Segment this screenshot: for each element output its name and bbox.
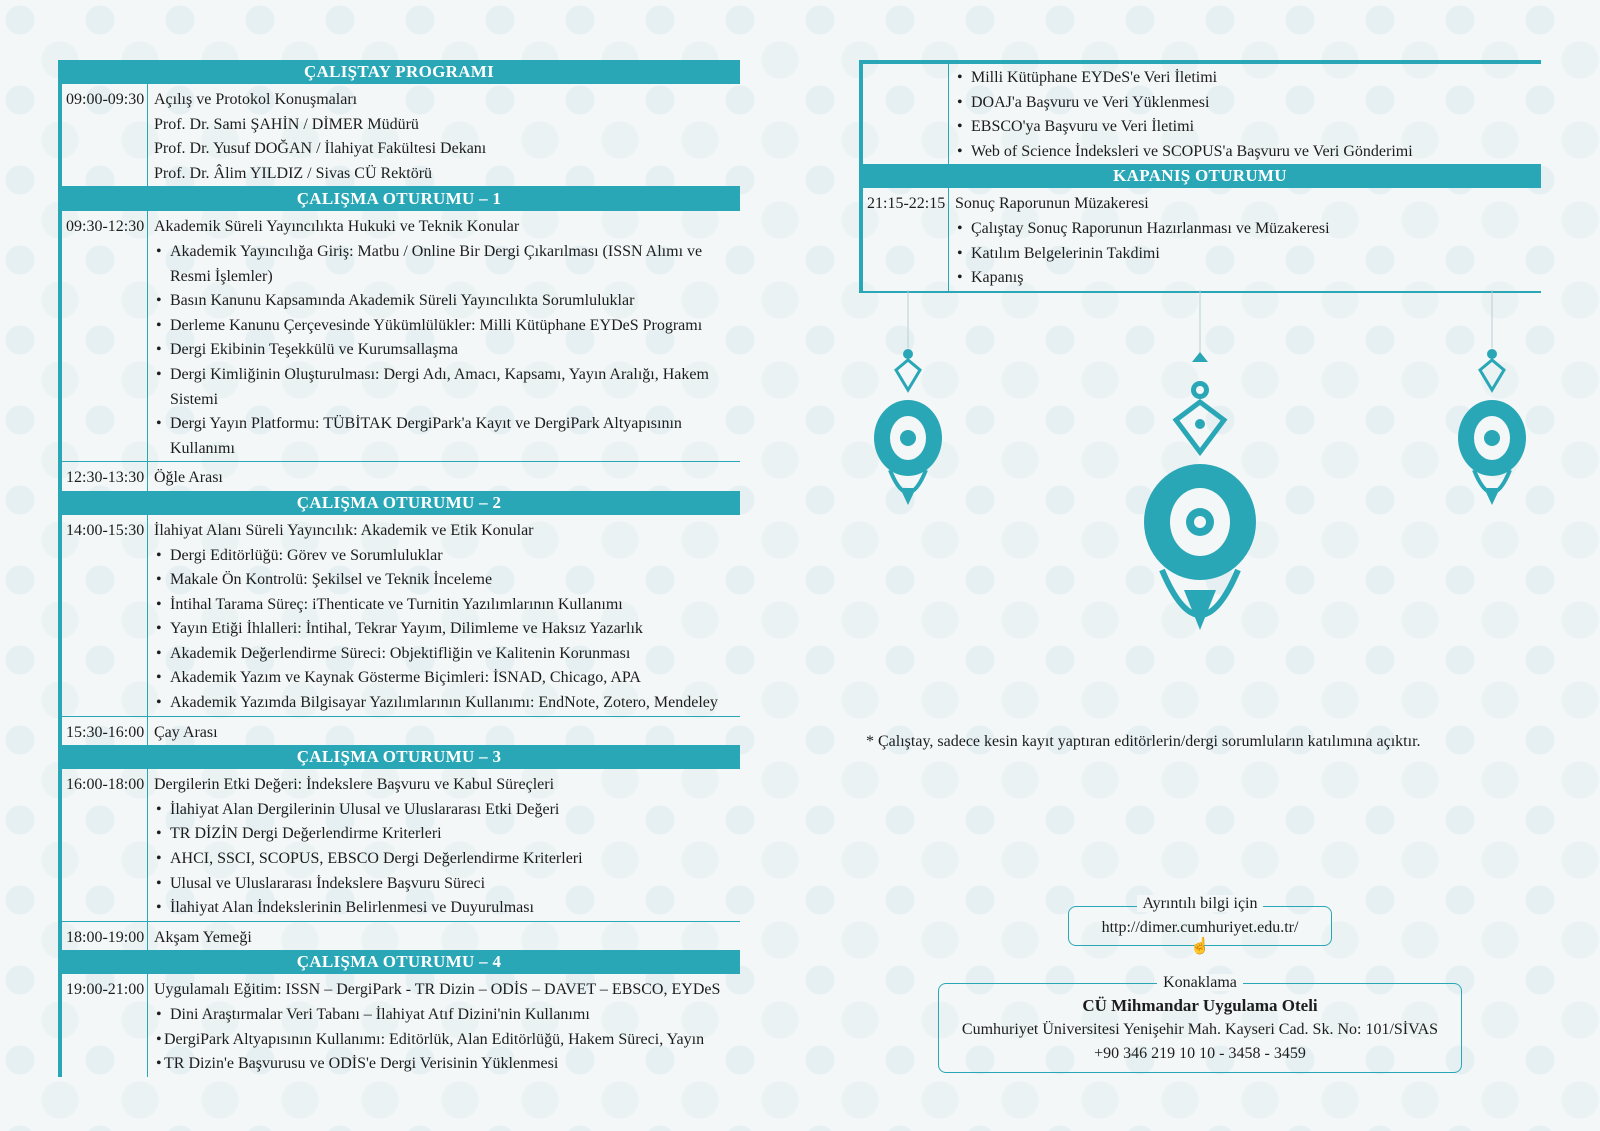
session2-header: ÇALIŞMA OTURUMU – 2 bbox=[58, 491, 740, 515]
hanging-lantern-ornament bbox=[868, 290, 948, 520]
list-item: • EBSCO'ya Başvuru ve Veri İletimi bbox=[955, 115, 1535, 140]
info-legend bbox=[1069, 895, 1331, 913]
dinner-row bbox=[58, 922, 740, 951]
session3-time: 16:00-18:00 bbox=[62, 769, 148, 921]
session3-row bbox=[58, 769, 740, 922]
opening-line: Açılış ve Protokol Konuşmaları bbox=[154, 91, 358, 108]
opening-line: Prof. Dr. Yusuf DOĞAN / İlahiyat Fakültesi Dekanı bbox=[154, 140, 487, 158]
tea-time: 15:30-16:00 bbox=[62, 717, 148, 746]
continued-row bbox=[859, 64, 1541, 164]
list-item: • İlahiyat Alan Dergilerinin Ulusal ve Uluslararası Etki Değeri bbox=[154, 798, 734, 823]
closing-row bbox=[859, 188, 1541, 292]
session1-time: 09:30-12:30 bbox=[62, 211, 148, 461]
session2-title: İlahiyat Alanı Süreli Yayıncılık: Akademik ve Etik Konular bbox=[154, 521, 534, 539]
closing-content bbox=[949, 188, 1541, 290]
list-item: • Akademik Yazım ve Kaynak Gösterme Biçimleri: İSNAD, Chicago, APA bbox=[154, 666, 734, 691]
session2-time: 14:00-15:30 bbox=[62, 515, 148, 716]
program-title: ÇALIŞTAY PROGRAMI bbox=[58, 60, 740, 84]
session1-row bbox=[58, 211, 740, 462]
list-item: • Akademik Yazımda Bilgisayar Yazılımlarının Kullanımı: EndNote, Zotero, Mendeley bbox=[154, 691, 734, 716]
session3-content bbox=[148, 769, 740, 921]
program-left-panel bbox=[58, 60, 740, 1077]
list-item: • Katılım Belgelerinin Takdimi bbox=[955, 242, 1535, 267]
lunch-label: Öğle Arası bbox=[154, 469, 223, 487]
closing-header: KAPANIŞ OTURUMU bbox=[859, 164, 1541, 188]
stay-legend bbox=[939, 971, 1461, 995]
list-item: • DergiPark Altyapısının Kullanımı: Editörlük, Alan Editörlüğü, Hakem Süreci, Yayın bbox=[154, 1028, 734, 1053]
list-item: • Çalıştay Sonuç Raporunun Hazırlanması ve Müzakeresi bbox=[955, 217, 1535, 242]
list-item: • Dergi Ekibinin Teşekkülü ve Kurumsallaşma bbox=[154, 338, 734, 363]
info-legend-text: Ayrıntılı bilgi için bbox=[1137, 895, 1264, 912]
list-item: • Akademik Değerlendirme Süreci: Objektifliğin ve Kalitenin Korunması bbox=[154, 642, 734, 667]
list-item: • Dergi Kimliğinin Oluşturulması: Dergi Adı, Amacı, Kapsamı, Yayın Aralığı, Hakem Sistemi bbox=[154, 363, 734, 412]
accommodation-box bbox=[938, 974, 1462, 1073]
program-right-panel bbox=[859, 60, 1541, 293]
session4-title: Uygulamalı Eğitim: ISSN – DergiPark - TR Dizin – ODİS – DAVET – EBSCO, EYDeS bbox=[154, 981, 721, 999]
stay-legend-text: Konaklama bbox=[1157, 974, 1243, 991]
list-item: • AHCI, SSCI, SCOPUS, EBSCO Dergi Değerlendirme Kriterleri bbox=[154, 847, 734, 872]
list-item: • Dergi Editörlüğü: Görev ve Sorumluluklar bbox=[154, 544, 734, 569]
list-item: • Dergi Yayın Platformu: TÜBİTAK DergiPark'a Kayıt ve DergiPark Altyapısının Kullanımı bbox=[154, 412, 734, 461]
info-url-link[interactable]: http://dimer.cumhuriyet.edu.tr/ bbox=[1101, 919, 1299, 936]
opening-line: Prof. Dr. Sami ŞAHİN / DİMER Müdürü bbox=[154, 115, 419, 133]
continued-time-cell bbox=[863, 64, 949, 164]
list-item: • Kapanış bbox=[955, 266, 1535, 291]
list-item: • Derleme Kanunu Çerçevesinde Yükümlülükler: Milli Kütüphane EYDeS Programı bbox=[154, 314, 734, 339]
session4-header: ÇALIŞMA OTURUMU – 4 bbox=[58, 950, 740, 974]
list-item: • Dini Araştırmalar Veri Tabanı – İlahiyat Atıf Dizini'nin Kullanımı bbox=[154, 1003, 734, 1028]
opening-line: Prof. Dr. Âlim YILDIZ / Sivas CÜ Rektörü bbox=[154, 164, 433, 182]
list-item: • Ulusal ve Uluslararası İndekslere Başvuru Süreci bbox=[154, 872, 734, 897]
list-item: • Akademik Yayıncılığa Giriş: Matbu / Online Bir Dergi Çıkarılması (ISSN Alımı ve Resmi İşlemler) bbox=[154, 240, 734, 289]
opening-content bbox=[148, 84, 740, 186]
list-item: • DOAJ'a Başvuru ve Veri Yüklenmesi bbox=[955, 91, 1535, 116]
session4-content bbox=[148, 974, 740, 1076]
list-item: • İlahiyat Alan İndekslerinin Belirlenmesi ve Duyurulması bbox=[154, 896, 734, 921]
session3-header: ÇALIŞMA OTURUMU – 3 bbox=[58, 745, 740, 769]
hotel-address: Cumhuriyet Üniversitesi Yenişehir Mah. Kayseri Cad. Sk. No: 101/SİVAS bbox=[961, 1021, 1439, 1038]
continued-content bbox=[949, 64, 1541, 164]
session2-row bbox=[58, 515, 740, 717]
closing-time: 21:15-22:15 bbox=[863, 188, 949, 290]
list-item: • Web of Science İndeksleri ve SCOPUS'a Başvuru ve Veri Gönderimi bbox=[955, 140, 1535, 165]
session4-row bbox=[58, 974, 740, 1076]
session1-header: ÇALIŞMA OTURUMU – 1 bbox=[58, 187, 740, 211]
dinner-time: 18:00-19:00 bbox=[62, 922, 148, 951]
session1-content bbox=[148, 211, 740, 461]
hotel-phone: +90 346 219 10 10 - 3458 - 3459 bbox=[1094, 1045, 1306, 1062]
lunch-time: 12:30-13:30 bbox=[62, 462, 148, 491]
session3-title: Dergilerin Etki Değeri: İndekslere Başvuru ve Kabul Süreçleri bbox=[154, 776, 555, 794]
tea-label: Çay Arası bbox=[154, 723, 218, 741]
hand-pointer-icon: ☝ bbox=[1190, 938, 1210, 955]
list-item: • TR Dizin'e Başvurusu ve ODİS'e Dergi Verisinin Yüklenmesi bbox=[154, 1052, 734, 1077]
session2-content bbox=[148, 515, 740, 716]
list-item: • Makale Ön Kontrolü: Şekilsel ve Teknik İnceleme bbox=[154, 568, 734, 593]
participation-note: * Çalıştay, sadece kesin kayıt yaptıran editörlerin/dergi sorumluların katılımına açıktır. bbox=[866, 733, 1421, 750]
opening-time: 09:00-09:30 bbox=[62, 84, 148, 186]
session1-title: Akademik Süreli Yayıncılıkta Hukuki ve Teknik Konular bbox=[154, 218, 520, 236]
list-item: • Milli Kütüphane EYDeS'e Veri İletimi bbox=[955, 66, 1535, 91]
hanging-lantern-ornament bbox=[1452, 290, 1532, 520]
tea-row bbox=[58, 717, 740, 746]
list-item: • İntihal Tarama Süreç: iThenticate ve Turnitin Yazılımlarının Kullanımı bbox=[154, 593, 734, 618]
list-item: • TR DİZİN Dergi Değerlendirme Kriterleri bbox=[154, 822, 734, 847]
hotel-name: CÜ Mihmandar Uygulama Oteli bbox=[1082, 996, 1318, 1015]
closing-title: Sonuç Raporunun Müzakeresi bbox=[955, 195, 1149, 213]
lunch-row bbox=[58, 462, 740, 491]
dinner-label: Akşam Yemeği bbox=[154, 928, 252, 946]
list-item: • Basın Kanunu Kapsamında Akademik Süreli Yayıncılıkta Sorumluluklar bbox=[154, 289, 734, 314]
hanging-lantern-ornament bbox=[1140, 290, 1260, 650]
session4-time: 19:00-21:00 bbox=[62, 974, 148, 1076]
list-item: • Yayın Etiği İhlalleri: İntihal, Tekrar Yayım, Dilimleme ve Haksız Yazarlık bbox=[154, 617, 734, 642]
opening-row bbox=[58, 84, 740, 187]
